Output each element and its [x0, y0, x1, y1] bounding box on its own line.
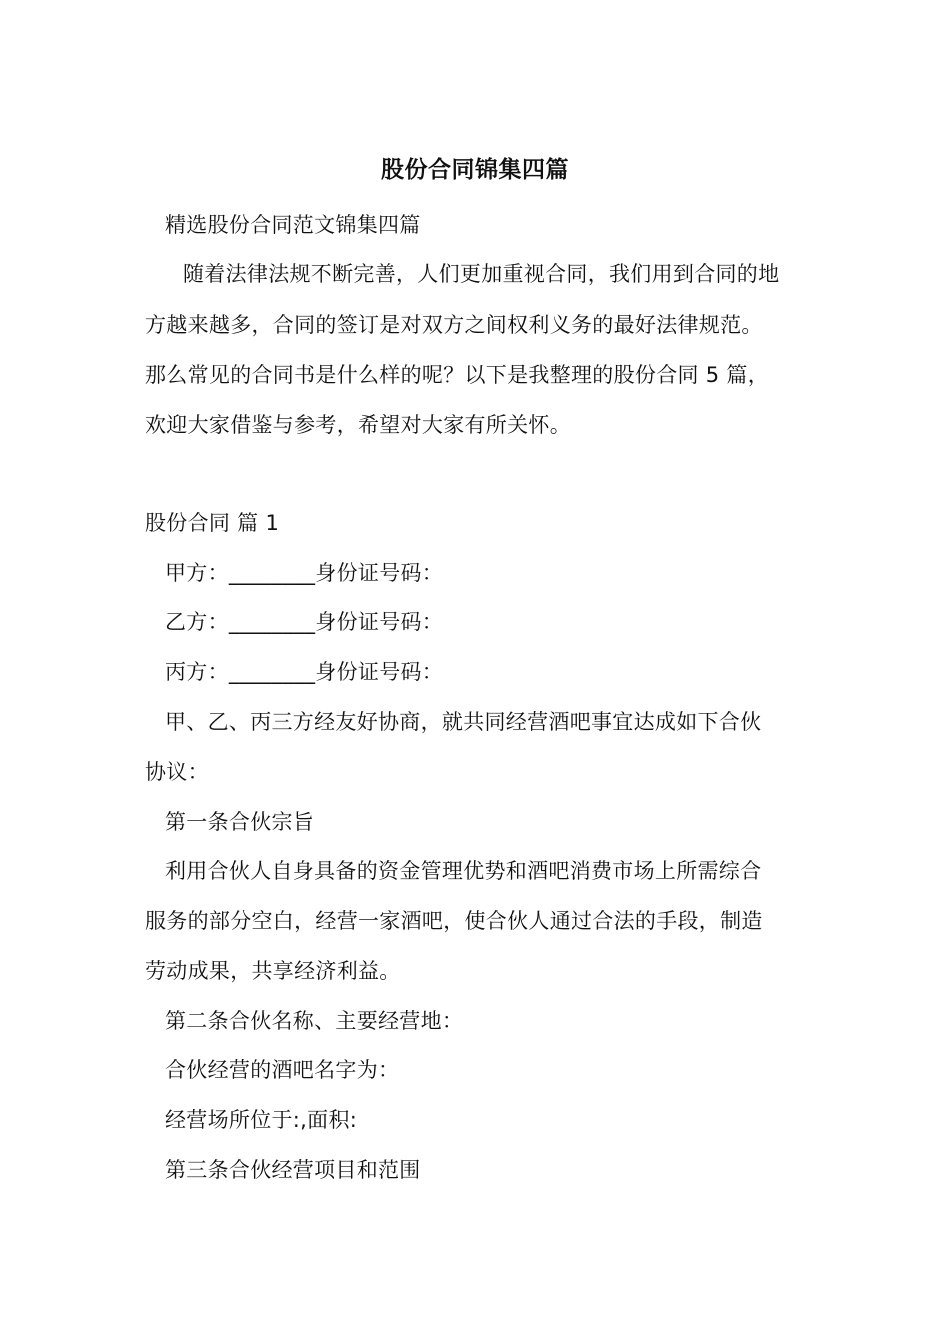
- paragraph-line: 方越来越多，合同的签订是对双方之间权利义务的最好法律规范。: [145, 313, 763, 337]
- paragraph-line: 欢迎大家借鉴与参考，希望对大家有所关怀。: [145, 413, 571, 437]
- paragraph-line: 经营场所位于:,面积:: [165, 1108, 358, 1132]
- document-title: 股份合同锦集四篇: [381, 157, 569, 183]
- article-heading: 第二条合伙名称、主要经营地：: [165, 1009, 464, 1033]
- subtitle-line: 精选股份合同范文锦集四篇: [165, 213, 421, 237]
- paragraph-line: 利用合伙人自身具备的资金管理优势和酒吧消费市场上所需综合: [165, 859, 762, 883]
- section-heading: 股份合同 篇 1: [145, 511, 280, 535]
- party-c-line: 丙方：________身份证号码：: [165, 660, 444, 684]
- article-heading: 第三条合伙经营项目和范围: [165, 1158, 421, 1182]
- paragraph-line: 劳动成果，共享经济利益。: [145, 959, 401, 983]
- paragraph-line: 合伙经营的酒吧名字为：: [165, 1058, 400, 1082]
- paragraph-line: 服务的部分空白，经营一家酒吧，使合伙人通过合法的手段，制造: [145, 909, 763, 933]
- paragraph-line: 协议：: [145, 760, 209, 784]
- party-a-line: 甲方：________身份证号码：: [165, 561, 444, 585]
- article-heading: 第一条合伙宗旨: [165, 810, 315, 834]
- paragraph-line: 那么常见的合同书是什么样的呢？以下是我整理的股份合同 5 篇，: [145, 363, 770, 387]
- paragraph-line: 甲、乙、丙三方经友好协商，就共同经营酒吧事宜达成如下合伙: [165, 710, 762, 734]
- party-b-line: 乙方：________身份证号码：: [165, 610, 444, 634]
- paragraph-line: 随着法律法规不断完善，人们更加重视合同，我们用到合同的地: [183, 262, 780, 286]
